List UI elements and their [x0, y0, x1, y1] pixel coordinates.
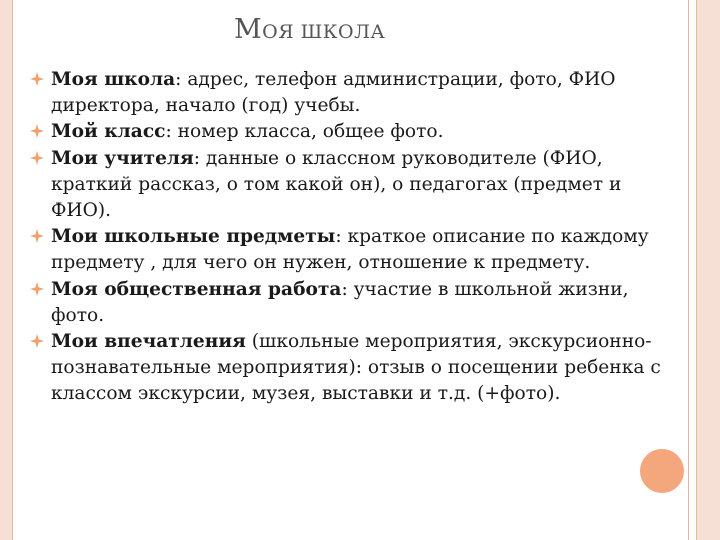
star-icon — [30, 124, 44, 138]
item-term: Мои впечатления — [51, 331, 246, 353]
item-term: Моя школа — [51, 69, 176, 90]
right-frame-line-outer — [688, 0, 689, 540]
list-item-teachers — [28, 146, 678, 225]
decorative-circle — [640, 449, 684, 493]
item-term: Мой класс — [51, 121, 166, 143]
slide-title-initial: М — [234, 14, 263, 45]
slide-title-rest: ОЯ ШКОЛА — [262, 21, 386, 43]
item-term: Мои учителя — [51, 147, 194, 169]
list-item-social-work — [28, 277, 678, 329]
list-item-school — [28, 67, 678, 119]
star-icon — [30, 334, 44, 348]
item-text: : адрес, телефон администрации, фото, ФИО директора, начало (год) учебы. — [51, 69, 616, 117]
item-text: : краткое описание по каждому предмету , для чего он нужен, отношение к предмету. — [51, 226, 649, 274]
left-frame-band — [0, 0, 12, 540]
slide-title — [234, 14, 385, 45]
item-text: : номер класса, общее фото. — [165, 121, 444, 143]
bullet-list — [28, 67, 678, 408]
star-icon — [30, 151, 44, 165]
right-frame-band — [697, 0, 720, 540]
item-term: Моя общественная работа — [51, 278, 342, 300]
star-icon — [30, 229, 44, 243]
left-frame-line — [12, 0, 13, 540]
item-text: : участие в школьной жизни, фото. — [51, 278, 629, 326]
item-text: : данные о классном руководителе (ФИО, краткий рассказ, о том какой он), о педагогах (предмет и ФИО). — [51, 147, 622, 222]
list-item-impressions — [28, 329, 678, 408]
item-term: Мои школьные предметы — [51, 226, 336, 248]
star-icon — [30, 282, 44, 296]
list-item-subjects — [28, 224, 678, 276]
star-icon — [30, 72, 44, 86]
list-item-class — [28, 119, 678, 145]
item-text: (школьные мероприятия, экскурсионно-познавательные мероприятия): отзыв о посещении ребенка с классом экскурсии, музея, выставки и т.д. (+фото). — [51, 331, 661, 405]
